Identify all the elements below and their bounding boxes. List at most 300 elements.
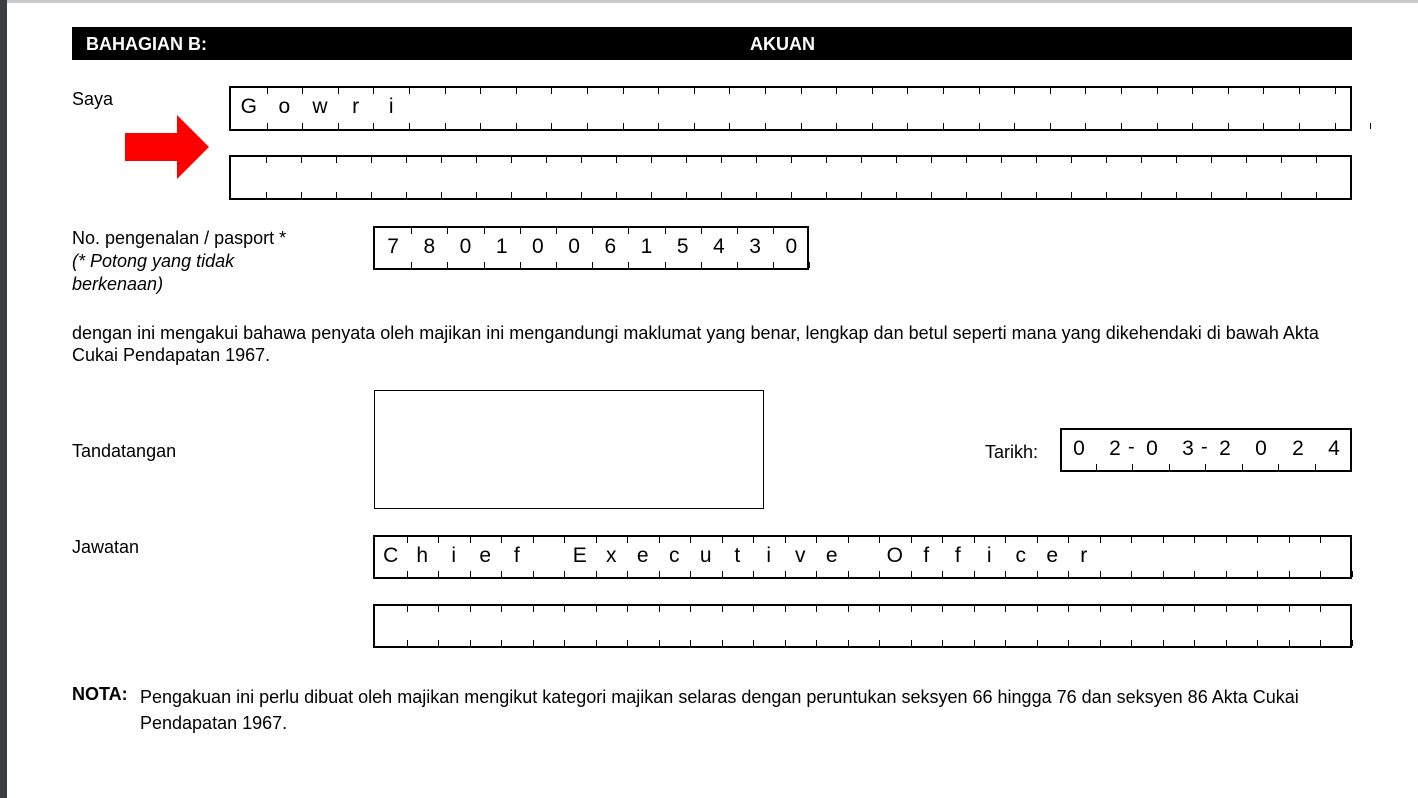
char-cell xyxy=(1299,88,1335,129)
char-cell: 0 xyxy=(785,235,798,258)
char-cell xyxy=(1320,537,1352,577)
char-cell xyxy=(1316,157,1351,198)
char-cell xyxy=(1335,88,1371,129)
cell-tick-top xyxy=(596,537,597,543)
char-cell xyxy=(616,157,651,198)
char-cell: v xyxy=(795,544,806,567)
cell-tick-top xyxy=(445,88,446,94)
cell-tick-top xyxy=(267,88,268,94)
char-cell xyxy=(501,606,533,646)
cell-tick-top xyxy=(1037,606,1038,612)
id-number-label: No. pengenalan / pasport * xyxy=(72,228,287,248)
cell-tick-top xyxy=(974,606,975,612)
cell-tick-top xyxy=(879,606,880,612)
char-cell xyxy=(658,88,694,129)
cell-tick-top xyxy=(1014,88,1015,94)
cell-tick-top xyxy=(627,537,628,543)
cell-tick-top xyxy=(1316,157,1317,163)
cell-tick-bottom xyxy=(1278,464,1279,470)
char-cell xyxy=(1257,606,1289,646)
char-cell: 7 xyxy=(387,235,399,258)
cell-tick-top xyxy=(1320,606,1321,612)
cell-tick-top xyxy=(765,88,766,94)
char-cell xyxy=(445,88,481,129)
cell-tick-top xyxy=(791,157,792,163)
cell-tick-top xyxy=(516,88,517,94)
char-cell xyxy=(836,88,872,129)
name-field-line2[interactable] xyxy=(229,155,1352,200)
char-cell xyxy=(1050,88,1086,129)
char-cell xyxy=(1257,537,1289,577)
id-number-note-line1: (* Potong yang tidak xyxy=(72,251,235,271)
char-cell xyxy=(1263,88,1299,129)
cell-tick-top xyxy=(447,228,448,234)
char-cell: e xyxy=(636,544,649,567)
declaration-text: dengan ini mengakui bahawa penyata oleh majikan ini mengandungi maklumat yang benar, lengkap dan betul seperti mana yang dikehendaki di bawah Akta Cukai Pendapatan 1967. xyxy=(72,323,1319,365)
char-cell: 1 xyxy=(495,235,508,258)
char-cell xyxy=(1289,537,1321,577)
char-cell xyxy=(753,606,785,646)
cell-tick-top xyxy=(551,88,552,94)
char-cell xyxy=(942,606,974,646)
char-cell: h xyxy=(416,544,429,567)
char-cell xyxy=(966,157,1001,198)
cell-tick-top xyxy=(373,88,374,94)
char-cell xyxy=(1014,88,1050,129)
char-cell xyxy=(659,606,691,646)
cell-tick-top xyxy=(1085,88,1086,94)
cell-tick-top xyxy=(627,606,628,612)
char-cell: e xyxy=(1046,544,1059,567)
cell-tick-top xyxy=(1121,88,1122,94)
cell-tick-top xyxy=(785,537,786,543)
cell-tick-top xyxy=(592,228,593,234)
cell-tick-top xyxy=(974,537,975,543)
char-cell xyxy=(1037,606,1069,646)
id-number-note-line2: berkenaan) xyxy=(72,274,164,294)
cell-tick-top xyxy=(1131,606,1132,612)
cell-tick-top xyxy=(979,88,980,94)
date-digit: 3 xyxy=(1182,437,1194,460)
date-digit: 0 xyxy=(1255,437,1267,460)
char-cell xyxy=(931,157,966,198)
char-cell xyxy=(533,537,565,577)
cell-tick-top xyxy=(411,228,412,234)
char-cell xyxy=(979,88,1015,129)
cell-tick-top xyxy=(302,88,303,94)
char-cell xyxy=(1131,606,1163,646)
cell-tick-top xyxy=(896,157,897,163)
cell-tick-top xyxy=(756,157,757,163)
cell-tick-top xyxy=(931,157,932,163)
cell-tick-top xyxy=(1068,606,1069,612)
cell-tick-top xyxy=(556,228,557,234)
char-cell xyxy=(690,606,722,646)
char-cell xyxy=(872,88,908,129)
cell-tick-top xyxy=(1246,157,1247,163)
position-field-line1[interactable] xyxy=(373,535,1352,579)
cell-tick-top xyxy=(836,88,837,94)
cell-tick-top xyxy=(623,88,624,94)
signature-box[interactable] xyxy=(374,390,764,509)
date-separator: - xyxy=(1201,436,1208,458)
char-cell: 0 xyxy=(459,235,472,258)
char-cell xyxy=(686,157,721,198)
char-cell xyxy=(1157,88,1193,129)
char-cell: u xyxy=(699,544,712,567)
cell-tick-top xyxy=(753,606,754,612)
cell-tick-top xyxy=(665,228,666,234)
char-cell: O xyxy=(886,544,903,567)
cell-tick-top xyxy=(1001,157,1002,163)
date-digit: 4 xyxy=(1328,437,1340,460)
char-cell xyxy=(1226,606,1258,646)
cell-tick-top xyxy=(1194,537,1195,543)
date-digit: 2 xyxy=(1292,437,1304,460)
date-label: Tarikh: xyxy=(985,442,1039,462)
cell-tick-bottom xyxy=(1352,571,1353,577)
cell-tick-top xyxy=(533,537,534,543)
cell-tick-top xyxy=(1226,537,1227,543)
cell-tick-top xyxy=(694,88,695,94)
char-cell xyxy=(564,606,596,646)
char-cell xyxy=(791,157,826,198)
char-cell xyxy=(1121,88,1157,129)
char-cell xyxy=(1001,157,1036,198)
char-cell: i xyxy=(451,544,457,567)
char-cell xyxy=(406,157,441,198)
char-cell xyxy=(1163,606,1195,646)
char-cell xyxy=(476,157,511,198)
char-cell xyxy=(546,157,581,198)
cell-tick-top xyxy=(1194,606,1195,612)
section-title: AKUAN xyxy=(750,34,815,54)
cell-tick-top xyxy=(1141,157,1142,163)
char-cell xyxy=(651,157,686,198)
cell-tick-top xyxy=(1157,88,1158,94)
char-cell xyxy=(587,88,623,129)
char-cell xyxy=(470,606,502,646)
char-cell xyxy=(266,157,301,198)
cell-tick-bottom xyxy=(1242,464,1243,470)
char-cell xyxy=(848,537,880,577)
cell-tick-top xyxy=(407,537,408,543)
cell-tick-top xyxy=(581,157,582,163)
position-field-line2[interactable] xyxy=(373,604,1352,648)
cell-tick-top xyxy=(1163,537,1164,543)
cell-tick-top xyxy=(1005,606,1006,612)
char-cell xyxy=(516,88,552,129)
cell-tick-top xyxy=(371,157,372,163)
char-cell xyxy=(480,88,516,129)
char-cell xyxy=(627,606,659,646)
char-cell: w xyxy=(312,95,328,118)
char-cell xyxy=(581,157,616,198)
char-cell xyxy=(375,606,407,646)
char-cell xyxy=(816,606,848,646)
cell-tick-top xyxy=(511,157,512,163)
cell-tick-top xyxy=(1226,606,1227,612)
char-cell xyxy=(896,157,931,198)
char-cell xyxy=(511,157,546,198)
cell-tick-top xyxy=(722,606,723,612)
char-cell xyxy=(1100,606,1132,646)
cell-tick-bottom xyxy=(809,262,810,268)
cell-tick-top xyxy=(651,157,652,163)
char-cell xyxy=(1211,157,1246,198)
cell-tick-top xyxy=(907,88,908,94)
char-cell xyxy=(1176,157,1211,198)
char-cell xyxy=(1163,537,1195,577)
char-cell: i xyxy=(388,95,394,118)
char-cell xyxy=(1194,606,1226,646)
char-cell xyxy=(533,606,565,646)
char-cell xyxy=(1036,157,1071,198)
char-cell: 0 xyxy=(532,235,544,258)
cell-tick-top xyxy=(1211,157,1212,163)
char-cell xyxy=(801,88,837,129)
cell-tick-top xyxy=(729,88,730,94)
position-label: Jawatan xyxy=(72,537,140,557)
char-cell xyxy=(407,606,439,646)
char-cell: 3 xyxy=(749,235,761,258)
char-cell xyxy=(1226,537,1258,577)
section-label: BAHAGIAN B: xyxy=(86,34,207,54)
char-cell: f xyxy=(513,544,520,567)
char-cell: G xyxy=(240,95,257,118)
name-field-line1[interactable] xyxy=(229,86,1352,131)
cell-tick-top xyxy=(266,157,267,163)
char-cell xyxy=(438,606,470,646)
cell-tick-top xyxy=(1320,537,1321,543)
cell-tick-top xyxy=(470,537,471,543)
char-cell xyxy=(974,606,1006,646)
char-cell xyxy=(756,157,791,198)
cell-tick-top xyxy=(721,157,722,163)
char-cell xyxy=(729,88,765,129)
char-cell: x xyxy=(606,544,617,567)
char-cell xyxy=(1071,157,1106,198)
char-cell: t xyxy=(734,544,741,567)
char-cell: 1 xyxy=(640,235,653,258)
cell-tick-top xyxy=(785,606,786,612)
cell-tick-top xyxy=(848,537,849,543)
cell-tick-top xyxy=(1263,88,1264,94)
cell-tick-top xyxy=(848,606,849,612)
cell-tick-top xyxy=(1100,537,1101,543)
char-cell: r xyxy=(352,95,360,118)
char-cell: 0 xyxy=(568,235,580,258)
cell-tick-top xyxy=(737,228,738,234)
cell-tick-bottom xyxy=(1132,464,1133,470)
char-cell xyxy=(826,157,861,198)
cell-tick-top xyxy=(409,88,410,94)
char-cell xyxy=(1194,537,1226,577)
char-cell: e xyxy=(479,544,492,567)
cell-tick-top xyxy=(773,228,774,234)
char-cell xyxy=(231,157,266,198)
cell-tick-top xyxy=(484,228,485,234)
cell-tick-top xyxy=(546,157,547,163)
cell-tick-top xyxy=(1257,606,1258,612)
cell-tick-top xyxy=(587,88,588,94)
char-cell xyxy=(1320,606,1352,646)
char-cell xyxy=(722,606,754,646)
cell-tick-top xyxy=(596,606,597,612)
cell-tick-top xyxy=(911,606,912,612)
char-cell xyxy=(596,606,628,646)
cell-tick-top xyxy=(1289,606,1290,612)
char-cell xyxy=(943,88,979,129)
char-cell xyxy=(1281,157,1316,198)
cell-tick-bottom xyxy=(1370,123,1371,129)
char-cell xyxy=(785,606,817,646)
cell-tick-bottom xyxy=(1315,464,1316,470)
date-digit: 2 xyxy=(1219,437,1231,460)
cell-tick-bottom xyxy=(1351,192,1352,198)
char-cell: c xyxy=(1015,544,1026,567)
char-cell: C xyxy=(383,544,399,567)
id-number-field[interactable] xyxy=(373,226,809,270)
cell-tick-top xyxy=(686,157,687,163)
cell-tick-top xyxy=(520,228,521,234)
char-cell xyxy=(1068,606,1100,646)
cell-tick-top xyxy=(1071,157,1072,163)
char-cell: 8 xyxy=(423,235,436,258)
red-arrow-icon xyxy=(125,115,211,179)
cell-tick-top xyxy=(1131,537,1132,543)
cell-tick-top xyxy=(1036,157,1037,163)
char-cell xyxy=(911,606,943,646)
cell-tick-top xyxy=(1176,157,1177,163)
cell-tick-top xyxy=(1335,88,1336,94)
char-cell: 4 xyxy=(713,235,725,258)
char-cell xyxy=(1246,157,1281,198)
char-cell: 6 xyxy=(604,235,617,258)
cell-tick-top xyxy=(1005,537,1006,543)
cell-tick-bottom xyxy=(1352,640,1353,646)
char-cell xyxy=(371,157,406,198)
cell-tick-bottom xyxy=(1096,464,1097,470)
char-cell: E xyxy=(572,544,587,567)
viewer-left-edge xyxy=(0,0,7,798)
char-cell: f xyxy=(923,544,930,567)
date-digit: 0 xyxy=(1073,437,1085,460)
name-label: Saya xyxy=(72,89,114,109)
char-cell xyxy=(879,606,911,646)
nota-label: NOTA: xyxy=(72,684,128,704)
char-cell: i xyxy=(986,544,992,567)
date-digit: 2 xyxy=(1109,437,1121,460)
cell-tick-top xyxy=(470,606,471,612)
cell-tick-top xyxy=(659,606,660,612)
char-cell: i xyxy=(766,544,772,567)
nota-text: Pengakuan ini perlu dibuat oleh majikan mengikut kategori majikan selaras dengan peruntukan seksyen 66 hingga 76 dan seksyen 86 Akta Cukai Pendapatan 1967. xyxy=(140,687,1299,733)
cell-tick-top xyxy=(616,157,617,163)
char-cell xyxy=(848,606,880,646)
cell-tick-top xyxy=(476,157,477,163)
char-cell: r xyxy=(1080,544,1088,567)
cell-tick-top xyxy=(659,537,660,543)
cell-tick-top xyxy=(1281,157,1282,163)
date-separator: - xyxy=(1128,436,1135,458)
char-cell xyxy=(301,157,336,198)
cell-tick-top xyxy=(336,157,337,163)
cell-tick-top xyxy=(701,228,702,234)
cell-tick-top xyxy=(480,88,481,94)
char-cell xyxy=(1141,157,1176,198)
cell-tick-top xyxy=(690,606,691,612)
cell-tick-top xyxy=(1037,537,1038,543)
char-cell xyxy=(694,88,730,129)
cell-tick-top xyxy=(1289,537,1290,543)
cell-tick-top xyxy=(911,537,912,543)
char-cell xyxy=(721,157,756,198)
cell-tick-top xyxy=(1228,88,1229,94)
cell-tick-top xyxy=(533,606,534,612)
char-cell xyxy=(1085,88,1121,129)
cell-tick-top xyxy=(301,157,302,163)
char-cell xyxy=(1005,606,1037,646)
char-cell xyxy=(1228,88,1264,129)
cell-tick-top xyxy=(1100,606,1101,612)
cell-tick-top xyxy=(1106,157,1107,163)
char-cell xyxy=(551,88,587,129)
cell-tick-top xyxy=(501,606,502,612)
cell-tick-top xyxy=(753,537,754,543)
char-cell xyxy=(1106,157,1141,198)
char-cell xyxy=(861,157,896,198)
cell-tick-top xyxy=(966,157,967,163)
cell-tick-top xyxy=(438,606,439,612)
char-cell xyxy=(907,88,943,129)
cell-tick-top xyxy=(501,537,502,543)
char-cell xyxy=(1192,88,1228,129)
char-cell: e xyxy=(825,544,838,567)
cell-tick-top xyxy=(1192,88,1193,94)
char-cell xyxy=(409,88,445,129)
char-cell: f xyxy=(954,544,961,567)
cell-tick-top xyxy=(690,537,691,543)
cell-tick-top xyxy=(441,157,442,163)
cell-tick-top xyxy=(826,157,827,163)
cell-tick-top xyxy=(438,537,439,543)
char-cell xyxy=(765,88,801,129)
cell-tick-bottom xyxy=(1205,464,1206,470)
cell-tick-top xyxy=(564,537,565,543)
cell-tick-top xyxy=(406,157,407,163)
char-cell xyxy=(336,157,371,198)
cell-tick-top xyxy=(801,88,802,94)
cell-tick-top xyxy=(942,606,943,612)
cell-tick-bottom xyxy=(1169,464,1170,470)
cell-tick-top xyxy=(1257,537,1258,543)
cell-tick-top xyxy=(816,606,817,612)
cell-tick-top xyxy=(1299,88,1300,94)
cell-tick-top xyxy=(407,606,408,612)
section-header xyxy=(72,27,1352,60)
cell-tick-top xyxy=(564,606,565,612)
cell-tick-top xyxy=(879,537,880,543)
char-cell xyxy=(623,88,659,129)
cell-tick-bottom xyxy=(1351,464,1352,470)
char-cell: c xyxy=(669,544,680,567)
cell-tick-top xyxy=(338,88,339,94)
signature-label: Tandatangan xyxy=(72,441,177,461)
cell-tick-top xyxy=(1050,88,1051,94)
char-cell xyxy=(1100,537,1132,577)
date-field[interactable] xyxy=(1060,428,1352,472)
